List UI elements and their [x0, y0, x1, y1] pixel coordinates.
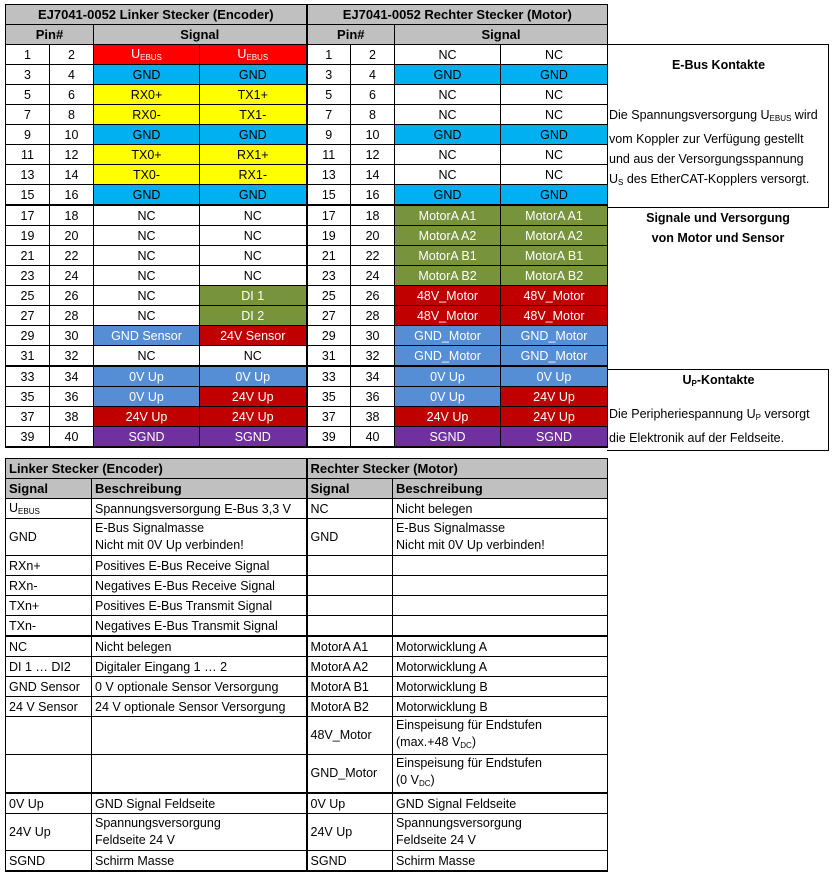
left-signal-name: [6, 717, 92, 755]
pin-number: 24: [50, 266, 94, 286]
right-signal-description: GND Signal Feldseite: [393, 793, 608, 814]
right-signal-name: GND: [307, 519, 393, 556]
pin-signal: GND_Motor: [501, 326, 608, 346]
up-contacts-title: $U_P$-Kontakte: [682, 373, 755, 388]
pin-number: 14: [50, 165, 94, 185]
left-signal-name: $U_{EBUS}$: [6, 499, 92, 519]
pin-number: 28: [50, 306, 94, 326]
pin-number: 34: [351, 366, 395, 387]
ebus-contacts-text: Die Spannungsversorgung $U_{EBUS}$ wird vom Koppler zur Verfügung gestellt und aus der Versorgungsspannung $U_S$ des EtherCAT-Kopplers versorgt.: [609, 108, 818, 187]
right-signal-description: [393, 576, 608, 596]
pin-number: 4: [351, 65, 395, 85]
pin-signal: SGND: [200, 427, 307, 448]
pin-row: [6, 165, 608, 185]
right-pin-column-header: Pin#: [307, 25, 395, 45]
pin-number: 32: [50, 346, 94, 367]
pin-signal: 48V_Motor: [395, 286, 501, 306]
pin-number: 19: [6, 226, 50, 246]
pin-number: 16: [351, 185, 395, 206]
left-signal-description: Negatives E-Bus Transmit Signal: [92, 616, 307, 637]
pin-signal: GND_Motor: [395, 346, 501, 367]
pin-signal: TX0-: [94, 165, 200, 185]
pin-signal: NC: [501, 145, 608, 165]
pin-row: [6, 105, 608, 125]
pin-signal: GND: [501, 125, 608, 145]
ebus-contacts-note: [607, 44, 829, 208]
pin-signal: GND: [501, 65, 608, 85]
pin-number: 39: [6, 427, 50, 448]
description-row: [6, 636, 608, 657]
left-signal-name: TXn-: [6, 616, 92, 637]
left-signal-name: SGND: [6, 851, 92, 872]
pin-signal: GND: [501, 185, 608, 206]
desc-right-header: Rechter Stecker (Motor): [307, 459, 608, 479]
desc-left-description-header: Beschreibung: [92, 479, 307, 499]
pin-number: 10: [50, 125, 94, 145]
motor-sensor-note: [607, 208, 829, 248]
pin-signal: $U_{EBUS}$: [94, 45, 200, 65]
pin-number: 40: [50, 427, 94, 448]
pin-signal: NC: [94, 346, 200, 367]
pin-row: [6, 407, 608, 427]
ebus-contacts-title: E-Bus Kontakte: [671, 58, 766, 72]
left-signal-description: Schirm Masse: [92, 851, 307, 872]
pin-signal: 24V Up: [501, 387, 608, 407]
pin-signal: GND: [395, 125, 501, 145]
pin-signal: MotorA B1: [501, 246, 608, 266]
pin-number: 13: [307, 165, 351, 185]
right-signal-description: Spannungsversorgung Feldseite 24 V: [393, 814, 608, 851]
right-signal-description: [393, 616, 608, 637]
pin-number: 25: [6, 286, 50, 306]
pin-signal: 0V Up: [200, 366, 307, 387]
pin-signal: TX1+: [200, 85, 307, 105]
pin-number: 3: [307, 65, 351, 85]
desc-left-signal-header: Signal: [6, 479, 92, 499]
pin-signal: 0V Up: [94, 366, 200, 387]
pin-number: 17: [307, 205, 351, 226]
description-row: [6, 657, 608, 677]
pin-signal: NC: [395, 45, 501, 65]
right-signal-name: MotorA B1: [307, 677, 393, 697]
pin-number: 30: [351, 326, 395, 346]
pin-number: 26: [351, 286, 395, 306]
right-signal-description: Nicht belegen: [393, 499, 608, 519]
pin-signal: 0V Up: [395, 387, 501, 407]
description-row: [6, 519, 608, 556]
pin-signal: NC: [501, 165, 608, 185]
pin-signal: NC: [395, 145, 501, 165]
pin-number: 7: [307, 105, 351, 125]
pin-number: 20: [351, 226, 395, 246]
pin-signal: NC: [94, 205, 200, 226]
right-signal-description: Einspeisung für Endstufen (max.+48 $V_{DC}$): [393, 717, 608, 755]
right-signal-name: [307, 596, 393, 616]
left-signal-description: E-Bus Signalmasse Nicht mit 0V Up verbinden!: [92, 519, 307, 556]
description-row: [6, 576, 608, 596]
pin-number: 30: [50, 326, 94, 346]
pin-number: 21: [307, 246, 351, 266]
pin-number: 36: [351, 387, 395, 407]
pin-number: 38: [351, 407, 395, 427]
signal-description-table: [5, 458, 608, 872]
pin-signal: 0V Up: [94, 387, 200, 407]
pin-number: 29: [307, 326, 351, 346]
pin-number: 38: [50, 407, 94, 427]
pin-number: 16: [50, 185, 94, 206]
pin-signal: NC: [94, 306, 200, 326]
right-signal-name: 48V_Motor: [307, 717, 393, 755]
right-signal-name: MotorA A2: [307, 657, 393, 677]
right-signal-name: MotorA B2: [307, 697, 393, 717]
pin-number: 12: [351, 145, 395, 165]
right-signal-description: Schirm Masse: [393, 851, 608, 872]
pin-number: 7: [6, 105, 50, 125]
pin-signal: GND_Motor: [395, 326, 501, 346]
left-signal-description: GND Signal Feldseite: [92, 793, 307, 814]
pin-number: 35: [307, 387, 351, 407]
pin-number: 2: [351, 45, 395, 65]
pin-number: 10: [351, 125, 395, 145]
up-contacts-note: [607, 369, 829, 451]
pin-number: 19: [307, 226, 351, 246]
pin-row: [6, 366, 608, 387]
pin-number: 36: [50, 387, 94, 407]
pin-signal: RX0+: [94, 85, 200, 105]
pin-row: [6, 185, 608, 206]
description-row: [6, 556, 608, 576]
desc-right-description-header: Beschreibung: [393, 479, 608, 499]
right-signal-description: Motorwicklung B: [393, 677, 608, 697]
left-signal-name: 0V Up: [6, 793, 92, 814]
pin-number: 18: [50, 205, 94, 226]
pin-number: 21: [6, 246, 50, 266]
pin-row: [6, 145, 608, 165]
left-signal-column-header: Signal: [94, 25, 307, 45]
pin-number: 1: [307, 45, 351, 65]
pin-signal: 48V_Motor: [501, 286, 608, 306]
right-signal-name: MotorA A1: [307, 636, 393, 657]
pin-number: 24: [351, 266, 395, 286]
pin-number: 8: [351, 105, 395, 125]
pin-signal: NC: [200, 346, 307, 367]
pin-signal: TX0+: [94, 145, 200, 165]
pin-number: 9: [307, 125, 351, 145]
pin-signal: MotorA A1: [501, 205, 608, 226]
left-signal-description: [92, 755, 307, 794]
pin-signal: NC: [94, 286, 200, 306]
pin-signal: MotorA B2: [501, 266, 608, 286]
pin-assignment-table: [5, 4, 608, 448]
pin-number: 8: [50, 105, 94, 125]
description-row: [6, 717, 608, 755]
pin-number: 39: [307, 427, 351, 448]
right-connector-header: EJ7041-0052 Rechter Stecker (Motor): [307, 5, 608, 25]
pin-number: 3: [6, 65, 50, 85]
desc-right-signal-header: Signal: [307, 479, 393, 499]
pin-row: [6, 85, 608, 105]
pin-number: 11: [6, 145, 50, 165]
pin-signal: 24V Up: [94, 407, 200, 427]
right-signal-name: 0V Up: [307, 793, 393, 814]
pin-number: 25: [307, 286, 351, 306]
pin-row: [6, 246, 608, 266]
pin-row: [6, 326, 608, 346]
left-signal-description: Positives E-Bus Transmit Signal: [92, 596, 307, 616]
pin-number: 11: [307, 145, 351, 165]
left-signal-name: 24 V Sensor: [6, 697, 92, 717]
pin-number: 31: [307, 346, 351, 367]
pin-signal: NC: [501, 85, 608, 105]
pin-number: 6: [351, 85, 395, 105]
pin-number: 20: [50, 226, 94, 246]
pin-signal: NC: [200, 205, 307, 226]
pin-signal: 48V_Motor: [501, 306, 608, 326]
pin-number: 9: [6, 125, 50, 145]
pin-row: [6, 286, 608, 306]
pin-signal: NC: [395, 165, 501, 185]
description-row: [6, 616, 608, 637]
description-row: [6, 814, 608, 851]
pin-signal: 48V_Motor: [395, 306, 501, 326]
pin-signal: GND: [200, 185, 307, 206]
pin-row: [6, 226, 608, 246]
left-signal-name: RXn-: [6, 576, 92, 596]
pin-row: [6, 125, 608, 145]
right-signal-description: Motorwicklung B: [393, 697, 608, 717]
pin-number: 5: [307, 85, 351, 105]
pin-number: 29: [6, 326, 50, 346]
left-signal-name: DI 1 … DI2: [6, 657, 92, 677]
pin-signal: 0V Up: [501, 366, 608, 387]
left-signal-description: 24 V optionale Sensor Versorgung: [92, 697, 307, 717]
pin-signal: GND Sensor: [94, 326, 200, 346]
left-signal-description: Negatives E-Bus Receive Signal: [92, 576, 307, 596]
left-pin-column-header: Pin#: [6, 25, 94, 45]
description-row: [6, 793, 608, 814]
pin-number: 31: [6, 346, 50, 367]
right-signal-description: Motorwicklung A: [393, 657, 608, 677]
left-signal-name: GND Sensor: [6, 677, 92, 697]
pin-signal: RX1-: [200, 165, 307, 185]
pin-signal: SGND: [94, 427, 200, 448]
pin-number: 28: [351, 306, 395, 326]
pin-signal: NC: [395, 85, 501, 105]
left-connector-header: EJ7041-0052 Linker Stecker (Encoder): [6, 5, 307, 25]
pin-signal: GND_Motor: [501, 346, 608, 367]
pin-row: [6, 266, 608, 286]
pin-number: 13: [6, 165, 50, 185]
description-row: [6, 596, 608, 616]
pin-number: 23: [307, 266, 351, 286]
pin-signal: RX1+: [200, 145, 307, 165]
pin-number: 15: [307, 185, 351, 206]
pin-signal: 24V Up: [501, 407, 608, 427]
left-signal-description: [92, 717, 307, 755]
right-signal-name: [307, 556, 393, 576]
pin-signal: NC: [501, 105, 608, 125]
pin-number: 6: [50, 85, 94, 105]
pin-signal: GND: [395, 185, 501, 206]
right-signal-column-header: Signal: [395, 25, 608, 45]
pin-row: [6, 205, 608, 226]
pin-signal: 24V Sensor: [200, 326, 307, 346]
pin-number: 33: [307, 366, 351, 387]
pin-row: [6, 387, 608, 407]
pin-number: 27: [6, 306, 50, 326]
pin-signal: NC: [200, 266, 307, 286]
right-signal-name: SGND: [307, 851, 393, 872]
pin-number: 23: [6, 266, 50, 286]
right-signal-name: 24V Up: [307, 814, 393, 851]
pin-signal: NC: [94, 246, 200, 266]
pin-number: 37: [6, 407, 50, 427]
pin-number: 15: [6, 185, 50, 206]
pin-number: 32: [351, 346, 395, 367]
pin-signal: GND: [94, 185, 200, 206]
pin-number: 2: [50, 45, 94, 65]
pin-signal: DI 2: [200, 306, 307, 326]
pin-row: [6, 45, 608, 65]
pin-number: 34: [50, 366, 94, 387]
right-signal-name: [307, 576, 393, 596]
right-signal-description: [393, 596, 608, 616]
left-signal-description: Nicht belegen: [92, 636, 307, 657]
pin-signal: TX1-: [200, 105, 307, 125]
description-row: [6, 851, 608, 872]
pin-number: 1: [6, 45, 50, 65]
left-signal-description: Digitaler Eingang 1 … 2: [92, 657, 307, 677]
pin-number: 37: [307, 407, 351, 427]
right-signal-name: NC: [307, 499, 393, 519]
pin-signal: NC: [200, 226, 307, 246]
pin-number: 22: [50, 246, 94, 266]
pin-signal: GND: [200, 125, 307, 145]
pin-number: 33: [6, 366, 50, 387]
left-signal-name: GND: [6, 519, 92, 556]
pin-signal: MotorA B2: [395, 266, 501, 286]
right-signal-description: E-Bus Signalmasse Nicht mit 0V Up verbinden!: [393, 519, 608, 556]
pin-row: [6, 346, 608, 367]
pin-signal: GND: [200, 65, 307, 85]
right-signal-description: Einspeisung für Endstufen (0 $V_{DC}$): [393, 755, 608, 794]
right-signal-description: [393, 556, 608, 576]
motor-sensor-title-line2: von Motor und Sensor: [651, 231, 785, 245]
pin-number: 17: [6, 205, 50, 226]
pin-signal: 24V Up: [200, 407, 307, 427]
pin-signal: DI 1: [200, 286, 307, 306]
pin-signal: NC: [200, 246, 307, 266]
pin-signal: GND: [395, 65, 501, 85]
description-row: [6, 677, 608, 697]
description-row: [6, 755, 608, 794]
pin-signal: $U_{EBUS}$: [200, 45, 307, 65]
left-signal-name: [6, 755, 92, 794]
left-signal-description: Positives E-Bus Receive Signal: [92, 556, 307, 576]
description-row: [6, 697, 608, 717]
pin-signal: MotorA B1: [395, 246, 501, 266]
pin-signal: RX0-: [94, 105, 200, 125]
pin-signal: SGND: [501, 427, 608, 448]
left-signal-description: Spannungsversorgung Feldseite 24 V: [92, 814, 307, 851]
pin-number: 40: [351, 427, 395, 448]
pin-signal: MotorA A2: [395, 226, 501, 246]
left-signal-name: 24V Up: [6, 814, 92, 851]
left-signal-description: Spannungsversorgung E-Bus 3,3 V: [92, 499, 307, 519]
pin-signal: 0V Up: [395, 366, 501, 387]
pin-number: 26: [50, 286, 94, 306]
up-contacts-text: Die Peripheriespannung $U_P$ versorgt die Elektronik auf der Feldseite.: [609, 407, 810, 445]
pin-number: 5: [6, 85, 50, 105]
pin-row: [6, 306, 608, 326]
pin-row: [6, 427, 608, 448]
pin-signal: 24V Up: [200, 387, 307, 407]
pin-signal: SGND: [395, 427, 501, 448]
right-signal-description: Motorwicklung A: [393, 636, 608, 657]
motor-sensor-title-line1: Signale und Versorgung: [646, 211, 790, 225]
pin-signal: NC: [94, 226, 200, 246]
pin-signal: NC: [395, 105, 501, 125]
right-signal-name: [307, 616, 393, 637]
left-signal-description: 0 V optionale Sensor Versorgung: [92, 677, 307, 697]
pin-number: 22: [351, 246, 395, 266]
pin-signal: MotorA A1: [395, 205, 501, 226]
pin-signal: NC: [501, 45, 608, 65]
pin-number: 35: [6, 387, 50, 407]
description-row: [6, 499, 608, 519]
pin-row: [6, 65, 608, 85]
left-signal-name: TXn+: [6, 596, 92, 616]
right-signal-name: GND_Motor: [307, 755, 393, 794]
left-signal-name: RXn+: [6, 556, 92, 576]
pin-number: 12: [50, 145, 94, 165]
pin-signal: GND: [94, 65, 200, 85]
left-signal-name: NC: [6, 636, 92, 657]
pin-signal: MotorA A2: [501, 226, 608, 246]
pin-number: 27: [307, 306, 351, 326]
pin-signal: GND: [94, 125, 200, 145]
pin-number: 4: [50, 65, 94, 85]
pin-number: 14: [351, 165, 395, 185]
pin-number: 18: [351, 205, 395, 226]
pin-signal: NC: [94, 266, 200, 286]
desc-left-header: Linker Stecker (Encoder): [6, 459, 307, 479]
pin-signal: 24V Up: [395, 407, 501, 427]
